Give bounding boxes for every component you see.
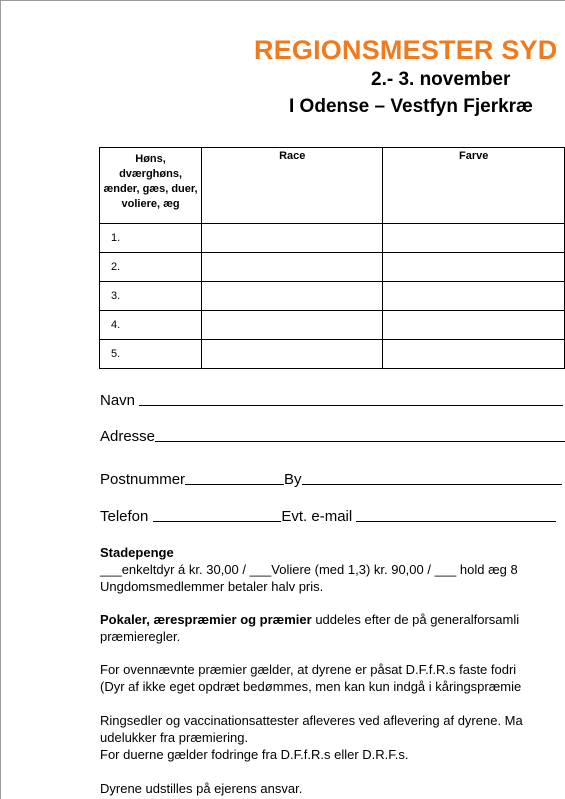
ungdom-text: Ungdomsmedlemmer betaler halv pris. <box>100 579 324 594</box>
telefon-email-field <box>100 508 556 525</box>
navn-label: Navn <box>100 392 136 409</box>
ovennaevnte-line2: (Dyr af ikke eget opdræt bedømmes, men kan kun indgå i kåringspræmie <box>100 679 522 694</box>
entry-table <box>99 147 565 369</box>
farve-cell[interactable] <box>383 311 565 340</box>
adresse-field <box>100 428 565 445</box>
email-input-line[interactable] <box>356 520 556 522</box>
column-header-race: Race <box>202 148 383 224</box>
postnummer-label: Postnummer <box>100 471 186 488</box>
telefon-input-line[interactable] <box>153 520 281 522</box>
race-cell[interactable] <box>202 253 383 282</box>
event-dates: 2.- 3. november <box>371 69 511 90</box>
row-number: 5. <box>100 340 202 369</box>
race-cell[interactable] <box>202 282 383 311</box>
by-input-line[interactable] <box>302 483 562 485</box>
farve-cell[interactable] <box>383 340 565 369</box>
race-cell[interactable] <box>202 311 383 340</box>
column-header-category: Høns, dværghøns, ænder, gæs, duer, voliere, æg <box>100 148 202 224</box>
navn-input-line[interactable] <box>139 404 563 406</box>
email-label: Evt. e-mail <box>281 508 353 525</box>
postnummer-input-line[interactable] <box>185 483 284 485</box>
farve-cell[interactable] <box>383 253 565 282</box>
table-row <box>100 224 565 253</box>
page-title: REGIONSMESTER SYD <box>254 35 558 65</box>
row-number: 3. <box>100 282 202 311</box>
race-cell[interactable] <box>202 224 383 253</box>
table-row <box>100 311 565 340</box>
table-row <box>100 253 565 282</box>
table-header-row <box>100 148 565 224</box>
pokaler-line <box>100 612 519 628</box>
column-header-farve: Farve <box>383 148 565 224</box>
pokaler-line2: præmieregler. <box>100 629 181 644</box>
pokaler-bold-text: Pokaler, ærespræmier og præmier <box>100 612 312 627</box>
ringsedler-line2: udelukker fra præmiering. <box>100 730 249 745</box>
row-number: 4. <box>100 311 202 340</box>
by-label: By <box>284 471 302 488</box>
navn-field <box>100 392 563 409</box>
stadepenge-line: ___enkeltdyr á kr. 30,00 / ___Voliere (med 1,3) kr. 90,00 / ___ hold æg 8 <box>100 562 518 577</box>
farve-cell[interactable] <box>383 282 565 311</box>
duer-text: For duerne gælder fodringe fra D.F.f.R.s eller D.R.F.s. <box>100 747 409 762</box>
row-number: 1. <box>100 224 202 253</box>
table-row <box>100 282 565 311</box>
ringsedler-line1: Ringsedler og vaccinationsattester afleveres ved aflevering af dyrene. Ma <box>100 713 523 728</box>
table-row <box>100 340 565 369</box>
event-location: I Odense – Vestfyn Fjerkræ <box>289 96 533 117</box>
row-number: 2. <box>100 253 202 282</box>
race-cell[interactable] <box>202 340 383 369</box>
telefon-label: Telefon <box>100 508 149 525</box>
stadepenge-heading: Stadepenge <box>100 545 174 560</box>
ansvar-text: Dyrene udstilles på ejerens ansvar. <box>100 781 303 796</box>
ovennaevnte-line1: For ovennævnte præmier gælder, at dyrene er påsat D.F.f.R.s faste fodri <box>100 662 517 677</box>
pokaler-text: uddeles efter de på generalforsamli <box>311 612 520 627</box>
adresse-input-line[interactable] <box>155 440 565 442</box>
postnummer-by-field <box>100 471 562 488</box>
adresse-label: Adresse <box>100 428 156 445</box>
farve-cell[interactable] <box>383 224 565 253</box>
